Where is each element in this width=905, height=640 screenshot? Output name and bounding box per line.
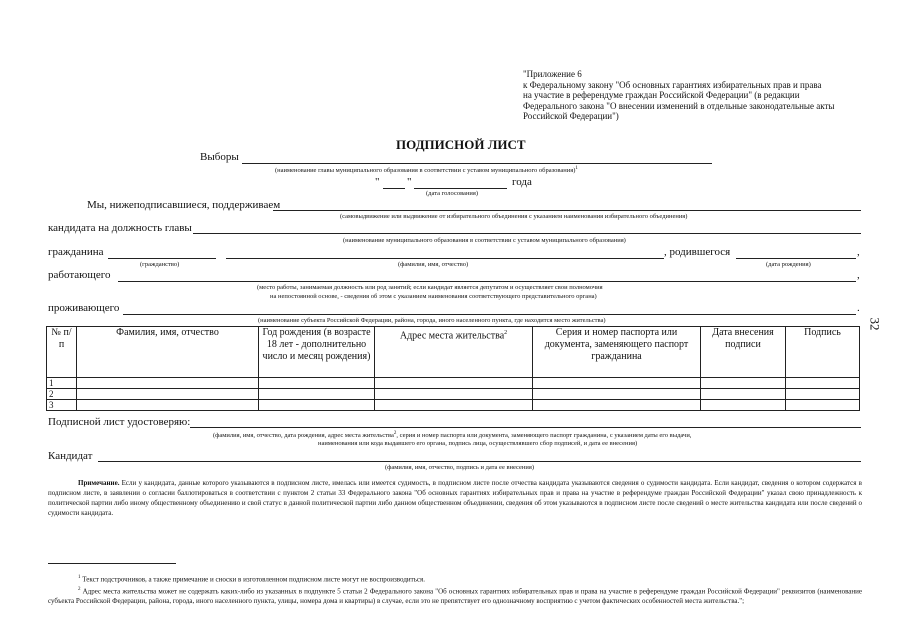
period: . [857, 302, 860, 314]
birthdate-hint: (дата рождения) [766, 261, 811, 268]
date-hint: (дата голосования) [426, 190, 479, 197]
page-number: 32 [867, 317, 883, 331]
cell-name[interactable] [77, 400, 259, 411]
appendix-line: к Федеральному закону "Об основных гарантиях избирательных прав и права [523, 79, 822, 90]
certify-hint-2: наименования или кода выдавшего его органа, подпись лица, осуществлявшего сбор подписей, и дата ее внесения) [318, 440, 638, 447]
signature-table [46, 326, 860, 411]
citizen-name-field[interactable] [226, 258, 664, 259]
appendix-line: Российской Федерации") [523, 111, 619, 121]
cell-date[interactable] [701, 378, 786, 389]
cell-signature[interactable] [786, 400, 860, 411]
candidate-field[interactable] [98, 461, 861, 462]
cell-signature[interactable] [786, 389, 860, 400]
cell-passport[interactable] [533, 389, 701, 400]
certify-hint-1: (фамилия, имя, отчество, дата рождения, адрес места жительства$^2$, серия и номер паспорта или документа, заменяющего паспорт гражданина, с указанием даты его выдачи, [213, 431, 692, 440]
footnote-1: $^1$ Текст подстрочников, а также примечание и сноски в изготовленном подписном листе могут не воспроизводиться. [78, 575, 425, 584]
row-number: 1 [47, 378, 77, 389]
row-number: 3 [47, 400, 77, 411]
elections-hint: (наименование главы муниципального образования в соответствии с уставом муниципального образования)$^1$ [275, 166, 578, 175]
comma: , [857, 269, 860, 281]
date-quote-open: " [375, 176, 380, 188]
cell-date[interactable] [701, 389, 786, 400]
citizen-name-hint: (фамилия, имя, отчество) [398, 261, 469, 268]
elections-label: Выборы [200, 151, 239, 163]
support-hint: (самовыдвижение или выдвижение от избирательного объединения с указанием наименования избирательного объединения) [340, 213, 688, 220]
footnote-separator [48, 563, 176, 564]
row-number: 2 [47, 389, 77, 400]
working-field[interactable] [118, 281, 856, 282]
cell-birth[interactable] [259, 400, 375, 411]
cell-name[interactable] [77, 378, 259, 389]
working-hint-2: на непостоянной основе, - сведения об этом с указанием наименования соответствующего представительного органа) [270, 293, 597, 300]
cell-address[interactable] [375, 400, 533, 411]
candidate-post-field[interactable] [193, 233, 861, 234]
cell-passport[interactable] [533, 378, 701, 389]
col-name-header: Фамилия, имя, отчество [77, 327, 259, 378]
col-address-header: Адрес места жительства$^2$ [375, 327, 533, 378]
date-quote-close: " [407, 176, 412, 188]
appendix-line: Федерального закона "О внесении изменений в отдельные законодательные акты [523, 100, 835, 111]
footnote-2: $^2$ Адрес места жительства может не содержать каких-либо из указанных в подпункте 5 статьи 2 Федерального закона "Об основных гарантиях избирательных прав и права на участие в референдуме граждан Российской Федерации" реквизитов (наименование субъекта Российской Федерации, района, города, иного населенного пункта, улицы, номера дома и квартиры) в случае, если это не препятствует его однозначному восприятию с учетом фактических особенностей места жительства."; [48, 586, 862, 605]
cell-signature[interactable] [786, 378, 860, 389]
table-row [47, 389, 860, 400]
residing-field[interactable] [123, 314, 856, 315]
col-birth-header: Год рождения (в возрасте 18 лет - дополнительно число и месяц рождения) [259, 327, 375, 378]
residing-hint: (наименование субъекта Российской Федерации, района, города, иного населенного пункта, где находится место жительства) [258, 317, 606, 324]
cell-date[interactable] [701, 400, 786, 411]
date-month-field[interactable] [414, 188, 507, 189]
citizenship-hint: (гражданство) [140, 261, 180, 268]
cell-address[interactable] [375, 389, 533, 400]
support-field[interactable] [273, 210, 861, 211]
col-passport-header: Серия и номер паспорта или документа, заменяющего паспорт гражданина [533, 327, 701, 378]
cell-name[interactable] [77, 389, 259, 400]
candidate-label: Кандидат [48, 450, 93, 462]
working-label: работающего [48, 269, 111, 281]
note-paragraph [48, 478, 862, 518]
cell-birth[interactable] [259, 389, 375, 400]
table-row [47, 378, 860, 389]
page-title: ПОДПИСНОЙ ЛИСТ [396, 137, 526, 152]
table-header-row [47, 327, 860, 378]
comma: , [857, 246, 860, 258]
residing-label: проживающего [48, 302, 120, 314]
note-text: Если у кандидата, данные которого указываются в подписном листе, имелась или имеется судимость, в подписном листе после отчества кандидата указываются сведения о судимости кандидата. Если кандидат, сведения о котором содержатся в подписном листе, в заявлении о согласии баллотироваться в соответствии с пунктом 2 статьи 33 Федерального закона "Об основных гарантиях избирательных прав и права на участие в референдуме граждан Российской Федерации" указал свою принадлежность к политической партии либо иному общественному объединению и свой статус в данной политической партии либо данном общественном объединении, сведения об этом указываются в подписном листе после сведений о месте жительства кандидата или после сведений о судимости кандидата. [48, 479, 862, 517]
citizenship-field[interactable] [108, 258, 216, 259]
appendix-line: "Приложение 6 [523, 69, 582, 79]
birthdate-field[interactable] [736, 258, 856, 259]
cell-passport[interactable] [533, 400, 701, 411]
elections-field[interactable] [242, 163, 712, 164]
appendix-line: на участие в референдуме граждан Российской Федерации" (в редакции [523, 90, 800, 100]
footnotes [48, 573, 862, 606]
cell-birth[interactable] [259, 378, 375, 389]
support-label: Мы, нижеподписавшиеся, поддерживаем [87, 199, 281, 211]
certify-label: Подписной лист удостоверяю: [48, 416, 191, 428]
col-number-header: № п/п [47, 327, 77, 378]
citizen-label: гражданина [48, 246, 104, 258]
candidate-post-hint: (наименование муниципального образования в соответствии с уставом муниципального образования) [343, 237, 626, 244]
certify-field[interactable] [190, 427, 861, 428]
col-signature-header: Подпись [786, 327, 860, 378]
born-label: , родившегося [664, 246, 731, 258]
working-hint-1: (место работы, занимаемая должность или род занятий; если кандидат является депутатом и осуществляет свои полномочия [257, 284, 603, 291]
candidate-post-label: кандидата на должность главы [48, 222, 192, 234]
date-year-label: года [512, 176, 532, 188]
col-date-header: Дата внесения подписи [701, 327, 786, 378]
appendix-reference [523, 69, 863, 122]
date-day-field[interactable] [383, 188, 405, 189]
candidate-hint: (фамилия, имя, отчество, подпись и дата ее внесения) [385, 464, 535, 471]
note-head: Примечание. [78, 479, 120, 487]
table-row [47, 400, 860, 411]
cell-address[interactable] [375, 378, 533, 389]
